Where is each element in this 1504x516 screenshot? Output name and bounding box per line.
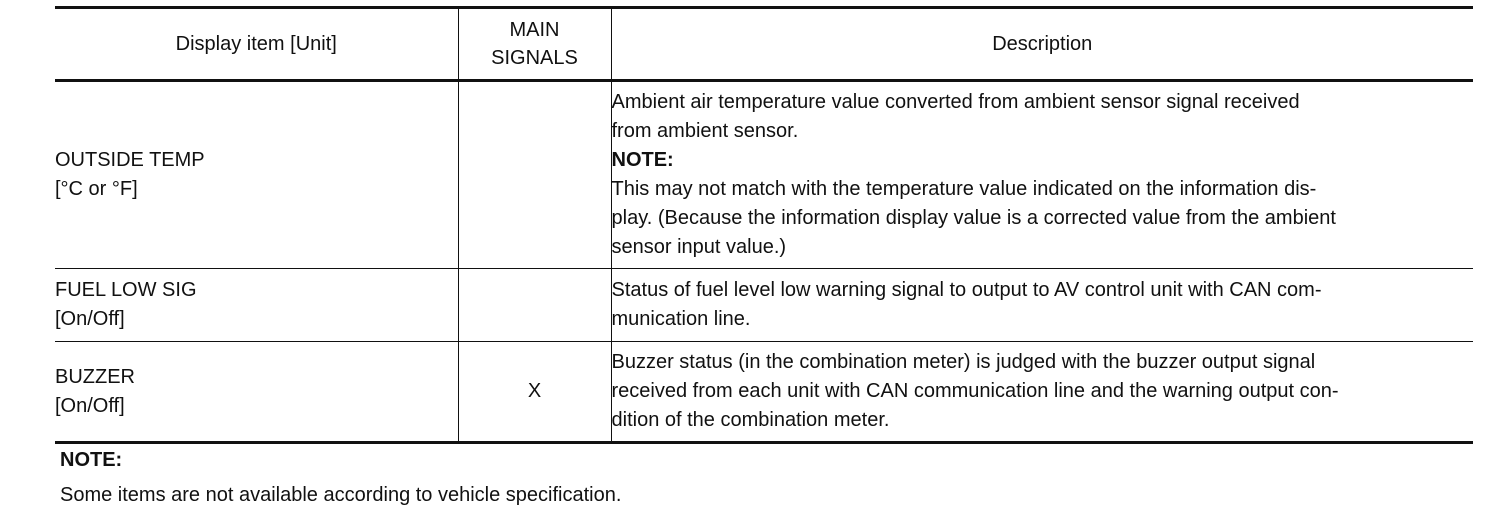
- description-line: Ambient air temperature value converted from ambient sensor signal received: [611, 91, 1300, 113]
- item-name: OUTSIDE TEMP: [55, 149, 205, 171]
- footer-note-label: NOTE:: [60, 449, 123, 471]
- item-name: FUEL LOW SIG: [55, 279, 197, 301]
- header-main-line2: SIGNALS: [491, 47, 578, 69]
- item-name: BUZZER: [55, 365, 135, 388]
- header-display-item: Display item [Unit]: [55, 8, 458, 81]
- description-line: Status of fuel level low warning signal to output to AV control unit with CAN com-: [611, 279, 1322, 301]
- display-items-table: [55, 6, 1473, 444]
- description-note-line: sensor input value.): [611, 236, 787, 258]
- row-main-signal-cell: X: [458, 342, 611, 443]
- table-row: [55, 342, 1473, 443]
- header-description: Description: [611, 8, 1473, 81]
- description-line: received from each unit with CAN communication line and the warning output con-: [611, 380, 1339, 402]
- description-line: from ambient sensor.: [611, 120, 799, 142]
- description-note-line: play. (Because the information display value is a corrected value from the ambient: [611, 207, 1336, 229]
- description-line: dition of the combination meter.: [611, 409, 890, 431]
- description-line: Buzzer status (in the combination meter) is judged with the buzzer output signal: [611, 351, 1316, 373]
- row-description-cell: [611, 269, 1473, 342]
- item-unit: [On/Off]: [55, 308, 125, 330]
- footer-note-text: Some items are not available according to vehicle specification.: [60, 484, 622, 506]
- table-row: [55, 81, 1473, 269]
- item-unit: [°C or °F]: [55, 178, 138, 200]
- description-note-line: This may not match with the temperature value indicated on the information dis-: [611, 178, 1317, 200]
- header-main-signals: [458, 8, 611, 81]
- description-note-label: NOTE:: [611, 149, 674, 171]
- table-header-row: [55, 8, 1473, 81]
- row-item-cell: [55, 342, 458, 443]
- item-unit: [On/Off]: [55, 394, 125, 417]
- row-item-cell: [55, 81, 458, 269]
- description-line: munication line.: [611, 308, 751, 330]
- row-main-signal-cell: [458, 269, 611, 342]
- row-item-cell: [55, 269, 458, 342]
- header-main-line1: MAIN: [509, 19, 560, 41]
- row-description-cell: [611, 342, 1473, 443]
- row-main-signal-cell: [458, 81, 611, 269]
- row-description-cell: [611, 81, 1473, 269]
- table-row: [55, 269, 1473, 342]
